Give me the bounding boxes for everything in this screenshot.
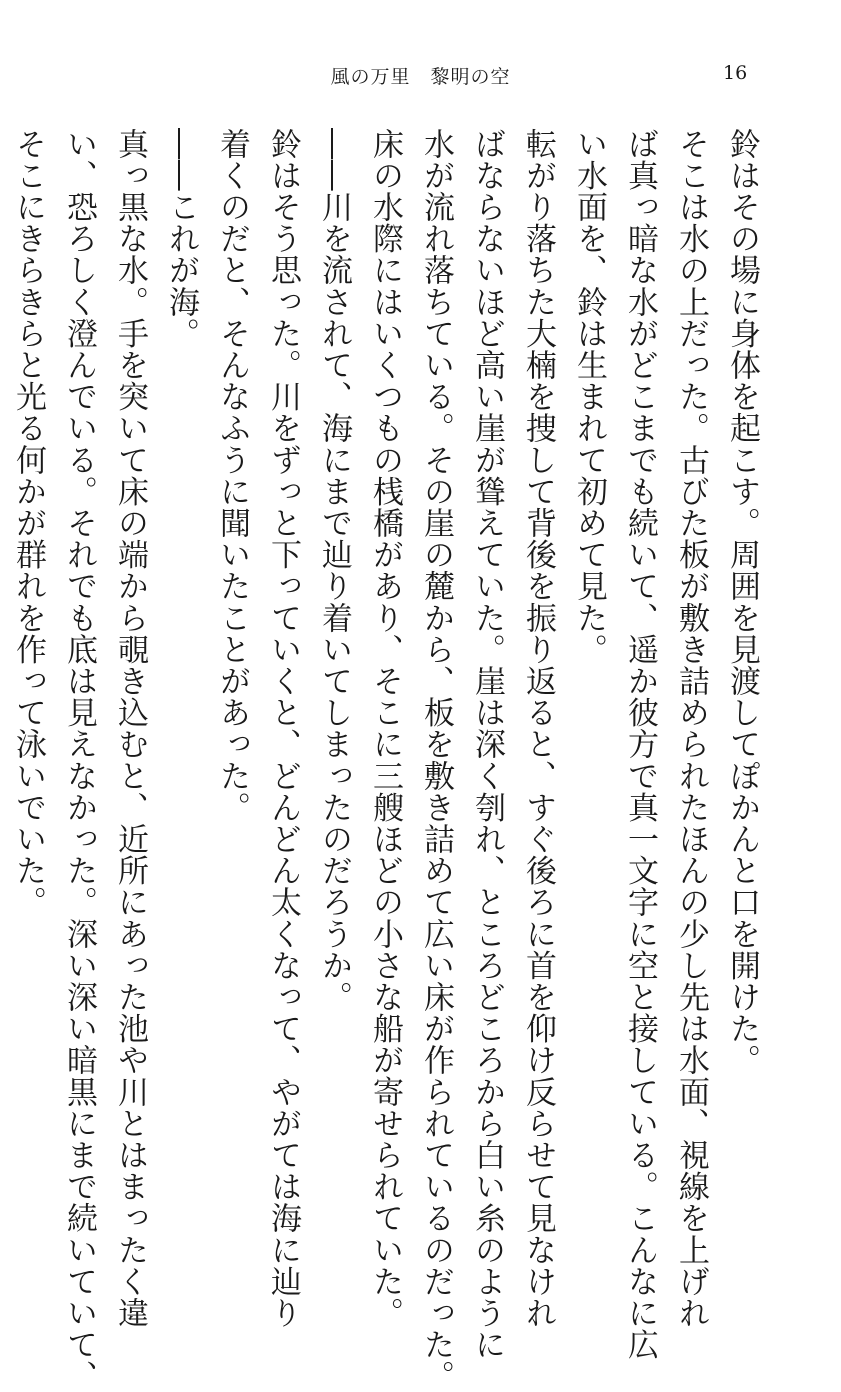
text-line: 鈴はその場に身体を起こす。周囲を見渡してぽかんと口を開けた。 [724,128,760,1076]
text-line: 転がり落ちた大楠を捜して背後を振り返ると、すぐ後ろに首を仰け反らせて見なけれ [520,128,556,1329]
text-line: ば真っ暗な水がどこまでも続いて、遥か彼方で真一文字に空と接している。こんなに広 [622,128,658,1361]
text-line: 水が流れ落ちている。その崖の麓から、板を敷き詰めて広い床が作られているのだった。 [418,128,454,1392]
vertical-body-text [0,128,767,1392]
page-number: 16 [723,62,748,84]
text-line: い、恐ろしく澄んでいる。それでも底は見えなかった。深い深い暗黒にまで続いていて、 [61,128,97,1392]
text-line: 真っ黒な水。手を突いて床の端から覗き込むと、近所にあった池や川とはまったく違 [112,128,148,1329]
text-line: ――川を流されて、海にまで辿り着いてしまったのだろうか。 [316,128,352,1013]
text-line: そこは水の上だった。古びた板が敷き詰められたほんの少し先は水面、視線を上げれ [673,128,709,1329]
running-title: 風の万里 黎明の空 [330,66,511,88]
text-line: そこにきらきらと光る何かが群れを作って泳いでいた。 [10,128,46,918]
text-line: 鈴はそう思った。川をずっと下っていくと、どんどん太くなって、やがては海に辿り [265,128,301,1329]
text-line: ばならないほど高い崖が聳えていた。崖は深く刳れ、ところどころから白い糸のように [469,128,505,1361]
text-line: 床の水際にはいくつもの桟橋があり、そこに三艘ほどの小さな船が寄せられていた。 [367,128,403,1329]
text-line: い水面を、鈴は生まれて初めて見た。 [571,128,607,666]
text-line: ――これが海。 [163,128,199,350]
text-line: 着くのだと、そんなふうに聞いたことがあった。 [214,128,250,824]
